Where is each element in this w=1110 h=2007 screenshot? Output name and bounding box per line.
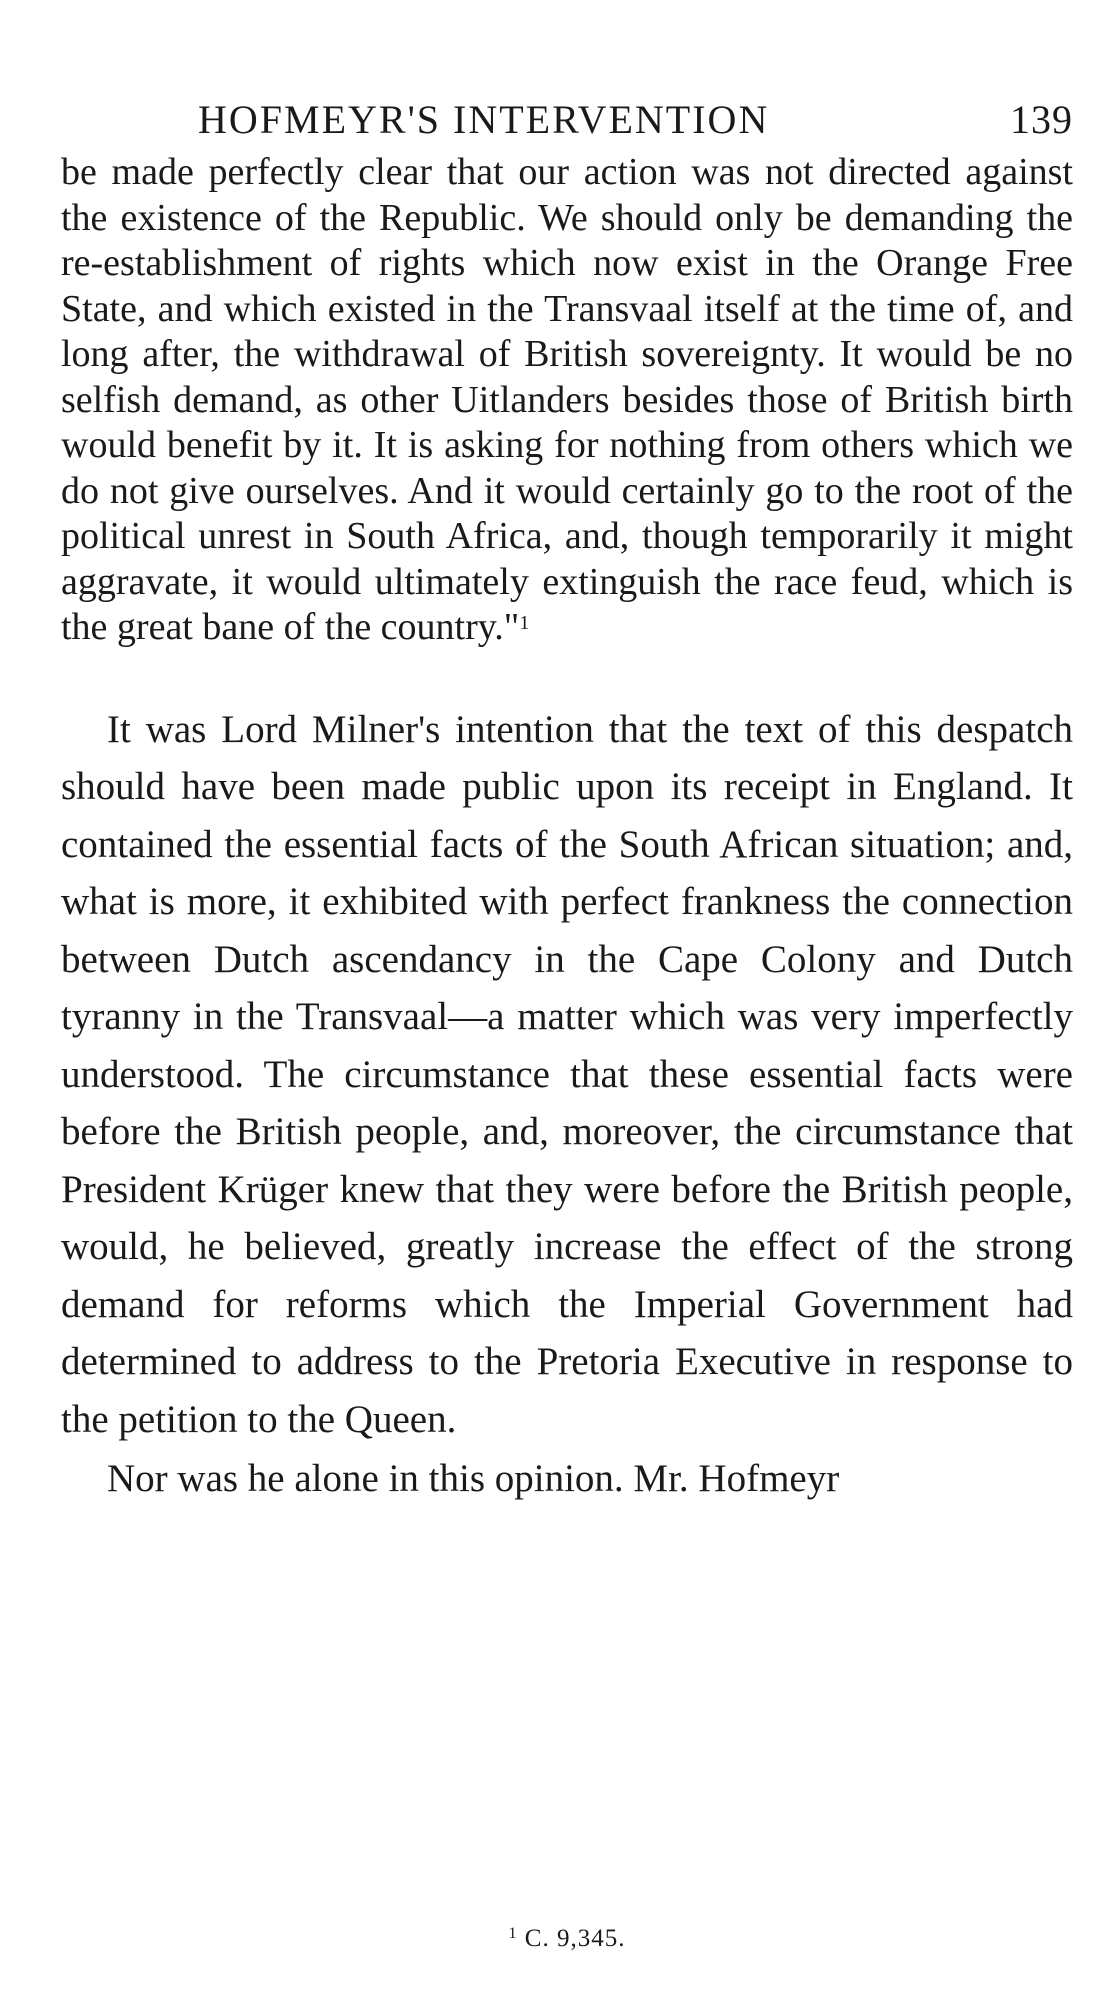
page-header (61, 86, 1073, 146)
footnote-reference: 1 (519, 612, 530, 634)
book-page (61, 86, 1073, 1952)
body-paragraph: It was Lord Milner's intention that the text of this despatch should have been made public upon its receipt in England. It contained the essential facts of the South African situation; and, what is more, it exhibited with perfect frankness the connection between Dutch ascendancy in the Cape Colony and Dutch tyranny in the Transvaal—a matter which was very imperfectly understood. The circumstance that these essential facts were before the British people, and, moreover, the circumstance that President Krüger knew that they were before the British people, would, he believed, greatly increase the effect of the strong demand for reforms which the Imperial Government had determined to address to the Pretoria Executive in response to the petition to the Queen. (61, 707, 1073, 1441)
running-title: HOFMEYR'S INTERVENTION (198, 97, 770, 142)
quoted-passage-text: be made perfectly clear that our action was not directed against the existence of the Republic. We should only be demanding the re-establishment of rights which now exist in the Orange Free State, and which existed in the Transvaal itself at the time of, and long after, the withdrawal of British sovereignty. It would be no selfish demand, as other Uitlanders besides those of British birth would benefit by it. It is asking for nothing from others which we do not give ourselves. And it would certainly go to the root of the political unrest in South Africa, and, though temporarily it might aggravate, it would ultimately extinguish the race feud, which is the great bane of the country." (61, 151, 1073, 648)
quoted-passage (61, 150, 1073, 651)
footnote-text: C. 9,345. (524, 1925, 626, 1952)
body-paragraph: Nor was he alone in this opinion. Mr. Hofmeyr (107, 1457, 840, 1500)
footnote-marker: 1 (508, 1925, 518, 1942)
footnote (61, 1925, 1073, 1953)
page-number: 139 (1010, 97, 1073, 142)
